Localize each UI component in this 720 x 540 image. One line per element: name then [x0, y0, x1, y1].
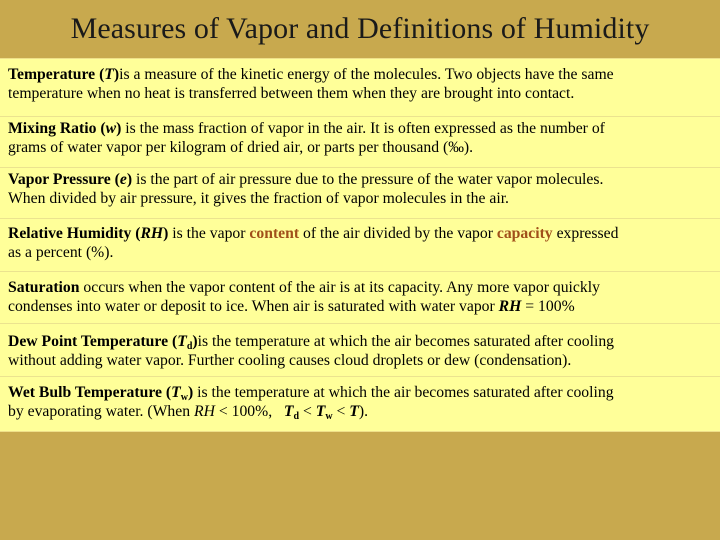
symbol-temperature: T: [104, 66, 114, 83]
definition-mixing-ratio: [0, 117, 720, 168]
dew-point-line-2: without adding water vapor. Further cooling causes cloud droplets or dew (condensation).: [8, 352, 572, 369]
term-saturation: Saturation: [8, 279, 80, 296]
saturation-text-2b: = 100%: [525, 298, 575, 315]
subscript-tw: w: [325, 411, 333, 422]
term-dew-point: Dew Point Temperature: [8, 333, 169, 350]
definition-wet-bulb: [0, 377, 720, 431]
mixing-ratio-line-2: grams of water vapor per kilogram of dried air, or parts per thousand (‰).: [8, 139, 474, 156]
symbol-relative-humidity: RH: [140, 225, 164, 242]
mixing-ratio-line-1: Mixing Ratio (w) is the mass fraction of vapor in the air. It is often expressed as the number of: [8, 120, 605, 137]
saturation-text-2a: condenses into water or deposit to ice. When air is saturated with water vapor: [8, 298, 495, 315]
term-mixing-ratio: Mixing Ratio: [8, 120, 97, 137]
wet-bulb-text-2b: < 100%,: [218, 403, 273, 420]
wet-bulb-line-2: [8, 403, 368, 421]
symbol-mixing-ratio: w: [105, 120, 117, 137]
symbol-vapor-pressure: e: [119, 171, 127, 188]
dew-point-line-1: Dew Point Temperature $(T_d)is$ the temperature at which the air becomes saturated after cooling: [8, 333, 615, 352]
relative-humidity-text-a: is the vapor: [172, 225, 246, 242]
subscript-d: d: [186, 341, 193, 352]
symbol-tw: T: [315, 403, 326, 420]
dew-point-text-1: is the temperature at which the air becomes saturated after cooling: [197, 333, 615, 350]
term-relative-humidity: Relative Humidity: [8, 225, 132, 242]
mixing-ratio-text-1: is the mass fraction of vapor in the air. It is often expressed as the number of: [125, 120, 605, 137]
symbol-rh-wet-bulb: RH: [194, 403, 215, 420]
term-wet-bulb: Wet Bulb Temperature: [8, 384, 162, 401]
definition-relative-humidity: [0, 219, 720, 272]
term-temperature: Temperature: [8, 66, 96, 83]
relative-humidity-text-b: of the air divided by the vapor: [303, 225, 493, 242]
highlight-capacity: capacity: [496, 225, 553, 242]
definitions-panel: [0, 58, 720, 432]
less-than-1: <: [302, 403, 312, 420]
subscript-w: w: [180, 392, 188, 403]
definition-dew-point: [0, 324, 720, 377]
definition-vapor-pressure: [0, 168, 720, 219]
highlight-content: content: [249, 225, 300, 242]
temperature-line-2: temperature when no heat is transferred between them when they are brought into contact.: [8, 85, 575, 102]
relative-humidity-text-c: expressed: [556, 225, 619, 242]
symbol-td: T: [283, 403, 294, 420]
symbol-t: T: [349, 403, 359, 420]
saturation-line-1: [8, 279, 600, 297]
relative-humidity-line-2: as a percent (%).: [8, 244, 114, 261]
temperature-line-1: Temperature (T)is a measure of the kinetic energy of the molecules. Two objects have the same: [8, 66, 614, 83]
slide-title: Measures of Vapor and Definitions of Humidity: [70, 12, 650, 45]
subscript-td: d: [293, 411, 300, 422]
vapor-pressure-line-2: When divided by air pressure, it gives the fraction of vapor molecules in the air.: [8, 190, 509, 207]
wet-bulb-text-2a: by evaporating water. (When: [8, 403, 191, 420]
saturation-line-2: [8, 298, 575, 316]
wet-bulb-text-1: is the temperature at which the air becomes saturated after cooling: [197, 384, 614, 401]
symbol-dew-point: T: [177, 333, 187, 350]
vapor-pressure-text-1: is the part of air pressure due to the pressure of the water vapor molecules.: [135, 171, 604, 188]
vapor-pressure-line-1: Vapor Pressure (e) is the part of air pressure due to the pressure of the water vapor molecules.: [8, 171, 604, 188]
symbol-wet-bulb: T: [171, 384, 181, 401]
closing-paren: ).: [358, 403, 369, 420]
temperature-text-1: is a measure of the kinetic energy of the molecules. Two objects have the same: [119, 66, 614, 83]
term-vapor-pressure: Vapor Pressure: [8, 171, 111, 188]
definition-temperature: [0, 59, 720, 117]
definition-saturation: [0, 272, 720, 324]
saturation-text-1: occurs when the vapor content of the air is at its capacity. Any more vapor quickly: [83, 279, 600, 296]
wet-bulb-line-1: Wet Bulb Temperature $(T_w)$ is the temperature at which the air becomes saturated after cooling: [8, 384, 614, 403]
less-than-2: <: [336, 403, 346, 420]
symbol-rh-saturation: RH: [498, 298, 522, 315]
relative-humidity-line-1: Relative Humidity (RH) is the vapor content of the air divided by the vapor capacity expressed: [8, 225, 619, 242]
